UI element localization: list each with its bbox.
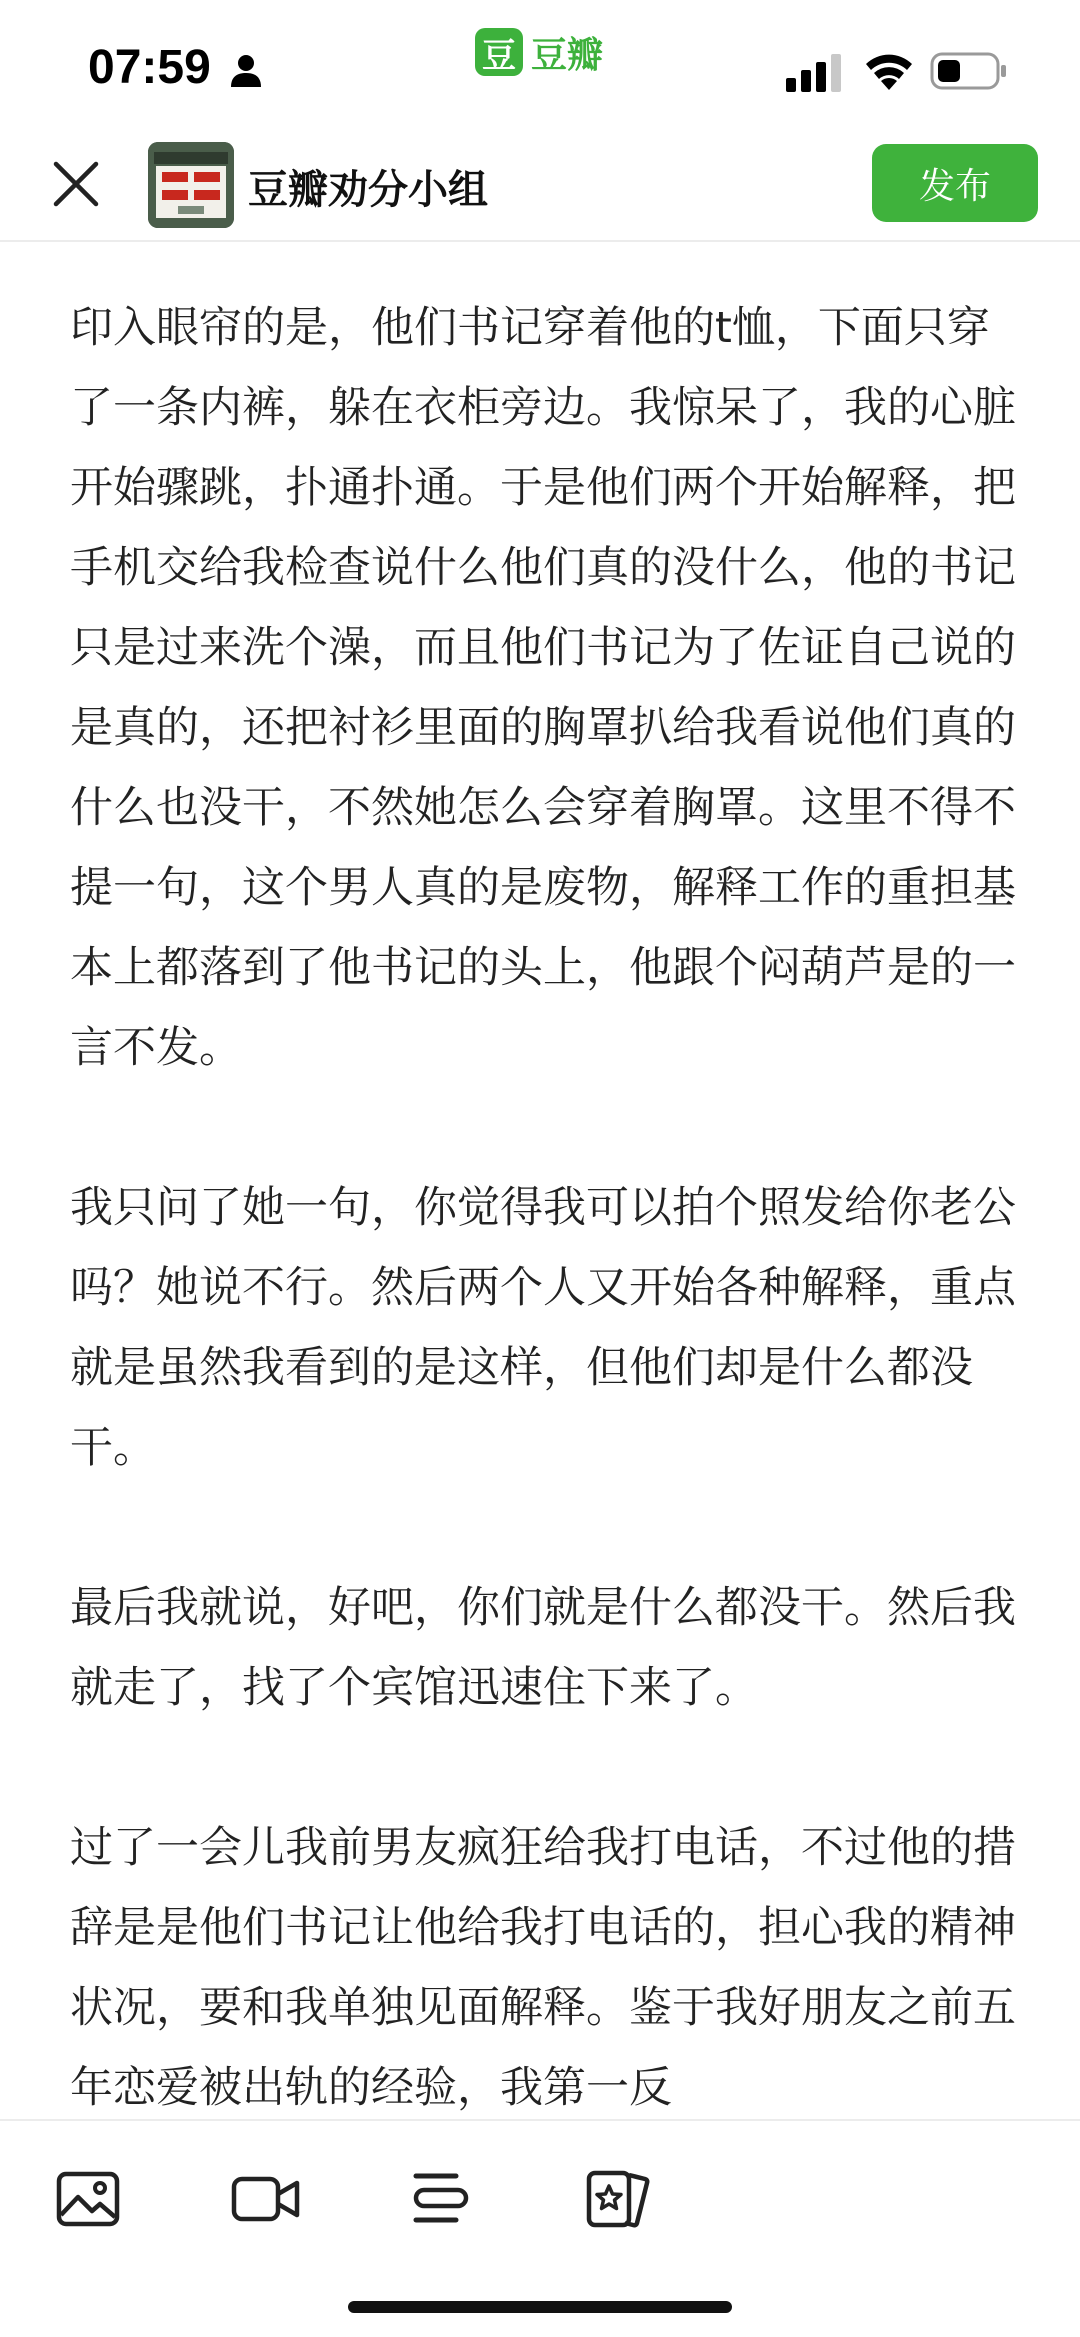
post-paragraph: 过了一会儿我前男友疯狂给我打电话，不过他的措辞是是他们书记让他给我打电话的，担心我的精神状况，要和我单独见面解释。鉴于我好朋友之前五年恋爱被出轨的经验，我第一反 bbox=[70, 1823, 1016, 2113]
post-paragraph: 印入眼帘的是，他们书记穿着他的t恤，下面只穿了一条内裤，躲在衣柜旁边。我惊呆了，我的心脏开始骤跳，扑通扑通。于是他们两个开始解释，把手机交给我检查说什么他们真的没什么，他的书记只是过来洗个澡，而且他们书记为了佐证自己说的是真的，还把衬衫里面的胸罩扒给我看说他们真的什么也没干，不然她怎么会穿着胸罩。这里不得不提一句，这个男人真的是废物，解释工作的重担基本上都落到了他书记的头上，他跟个闷葫芦是的一言不发。 bbox=[70, 303, 1016, 1073]
person-icon bbox=[228, 52, 264, 88]
insert-video-button[interactable] bbox=[228, 2167, 304, 2231]
text-format-button[interactable] bbox=[404, 2167, 480, 2231]
cellular-signal-icon bbox=[786, 54, 844, 92]
post-editor[interactable] bbox=[0, 242, 1080, 2119]
battery-icon bbox=[930, 50, 1010, 92]
header bbox=[0, 130, 1080, 242]
status-time: 07:59 bbox=[88, 41, 211, 94]
post-body[interactable] bbox=[70, 288, 1020, 2119]
text-format-icon bbox=[412, 2170, 472, 2228]
group-name[interactable]: 豆瓣劝分小组 bbox=[248, 167, 488, 213]
insert-sticker-button[interactable] bbox=[580, 2167, 656, 2231]
app-name: 豆瓣 bbox=[531, 34, 604, 76]
group-avatar-image-icon bbox=[148, 142, 234, 228]
insert-image-button[interactable] bbox=[50, 2167, 126, 2231]
close-icon bbox=[52, 160, 100, 208]
group-avatar[interactable] bbox=[148, 142, 234, 228]
video-icon bbox=[231, 2174, 301, 2224]
status-bar bbox=[0, 0, 1080, 130]
publish-button[interactable]: 发布 bbox=[872, 144, 1038, 222]
wifi-icon bbox=[864, 52, 914, 90]
app-badge bbox=[475, 26, 603, 78]
douban-logo-icon: 豆 bbox=[475, 28, 523, 76]
close-button[interactable] bbox=[44, 152, 108, 216]
sticker-icon bbox=[585, 2169, 651, 2229]
post-paragraph: 最后我就说，好吧，你们就是什么都没干。然后我就走了，找了个宾馆迅速住下来了。 bbox=[70, 1583, 1016, 1713]
post-paragraph: 我只问了她一句，你觉得我可以拍个照发给你老公吗？她说不行。然后两个人又开始各种解释，重点就是虽然我看到的是这样，但他们却是什么都没干。 bbox=[70, 1183, 1016, 1473]
home-indicator[interactable] bbox=[348, 2301, 732, 2313]
image-icon bbox=[56, 2171, 120, 2227]
